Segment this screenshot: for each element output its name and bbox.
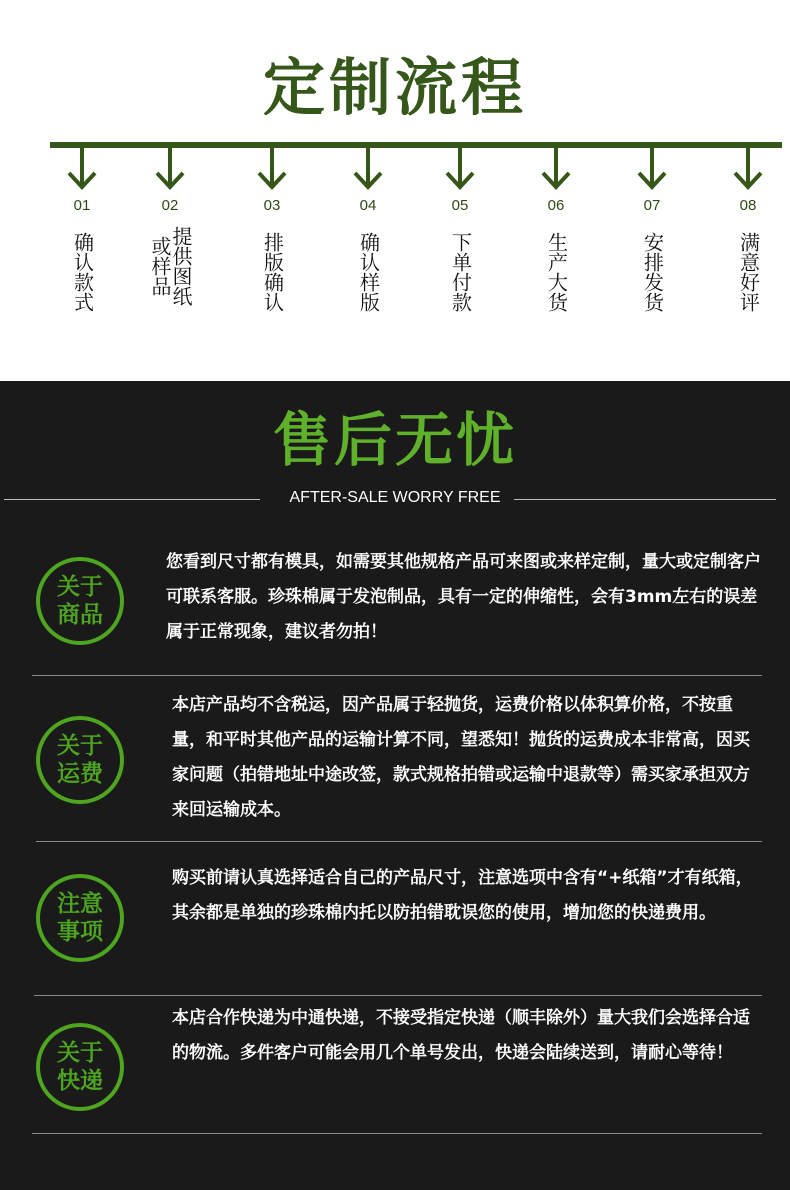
step-number: 03 — [263, 197, 281, 214]
badge-label-line2: 快递 — [57, 1068, 103, 1094]
item-text: 购买前请认真选择适合自己的产品尺寸，注意选项中含有“+纸箱”才有纸箱，其余都是单独的珍珠棉内托以防拍错耽误您的使用，增加您的快递费用。 — [172, 868, 753, 923]
down-arrow-icon — [635, 145, 669, 191]
step-label: 确认样版 — [356, 231, 381, 312]
step-number: 02 — [161, 197, 179, 214]
step-label: 提供图纸或样品 — [148, 226, 193, 306]
item-text: 您看到尺寸都有模具，如需要其他规格产品可来图或来样定制，量大或定制客户可联系客服。珍珠棉属于发泡制品，具有一定的伸缩性，会有3mm左右的误差属于正常现象，建议者勿拍！ — [166, 552, 761, 642]
process-step — [526, 145, 586, 319]
down-arrow-icon — [731, 145, 765, 191]
down-arrow-icon — [65, 145, 99, 191]
step-label: 排版确认 — [260, 231, 285, 312]
after-sale-subtitle: AFTER-SALE WORRY FREE — [289, 489, 501, 506]
down-arrow-icon — [153, 145, 187, 191]
badge-circle — [36, 716, 124, 804]
badge-circle — [36, 874, 124, 962]
badge-label-line2: 事项 — [57, 919, 103, 945]
step-number: 04 — [359, 197, 377, 214]
process-title: 定制流程 — [262, 51, 527, 124]
down-arrow-icon — [443, 145, 477, 191]
badge-label-line2: 商品 — [57, 602, 103, 628]
badge-label-line2: 运费 — [57, 761, 103, 787]
process-step — [622, 145, 682, 319]
process-step — [242, 145, 302, 319]
after-sale-title: 售后无忧 — [272, 406, 517, 474]
step-label: 下单付款 — [448, 231, 473, 312]
badge-label-line1: 注意 — [57, 891, 103, 917]
step-number: 06 — [547, 197, 565, 214]
process-step — [140, 145, 200, 308]
process-step — [718, 145, 778, 319]
custom-process-section — [0, 0, 790, 381]
down-arrow-icon — [255, 145, 289, 191]
step-label: 满意好评 — [736, 231, 761, 312]
divider — [32, 675, 762, 676]
item-text: 本店合作快递为中通快递，不接受指定快递（顺丰除外）量大我们会选择合适的物流。多件客户可能会用几个单号发出，快递会陆续送到，请耐心等待！ — [172, 1008, 750, 1063]
step-label: 生产大货 — [544, 231, 569, 312]
step-number: 08 — [739, 197, 757, 214]
down-arrow-icon — [351, 145, 385, 191]
divider — [34, 995, 762, 996]
step-number: 01 — [73, 197, 91, 214]
badge-label-line1: 关于 — [57, 733, 103, 759]
step-number: 07 — [643, 197, 661, 214]
badge-circle — [36, 557, 124, 645]
process-step — [52, 145, 112, 319]
badge-circle — [36, 1023, 124, 1111]
step-label: 确认款式 — [70, 231, 95, 312]
after-sale-section — [0, 381, 790, 1190]
item-text: 本店产品均不含税运，因产品属于轻抛货，运费价格以体积算价格，不按重量，和平时其他产品的运输计算不同，望悉知！抛货的运费成本非常高，因买家问题（拍错地址中途改签，款式规格拍错或运输中退款等）需买家承担双方来回运输成本。 — [172, 695, 750, 820]
divider — [36, 841, 762, 842]
subtitle-right-rule — [514, 499, 776, 500]
process-step — [430, 145, 490, 319]
process-step — [338, 145, 398, 319]
badge-label-line1: 关于 — [57, 574, 103, 600]
divider — [32, 1133, 762, 1134]
badge-label-line1: 关于 — [57, 1040, 103, 1066]
step-number: 05 — [451, 197, 469, 214]
step-label: 安排发货 — [640, 231, 665, 312]
down-arrow-icon — [539, 145, 573, 191]
